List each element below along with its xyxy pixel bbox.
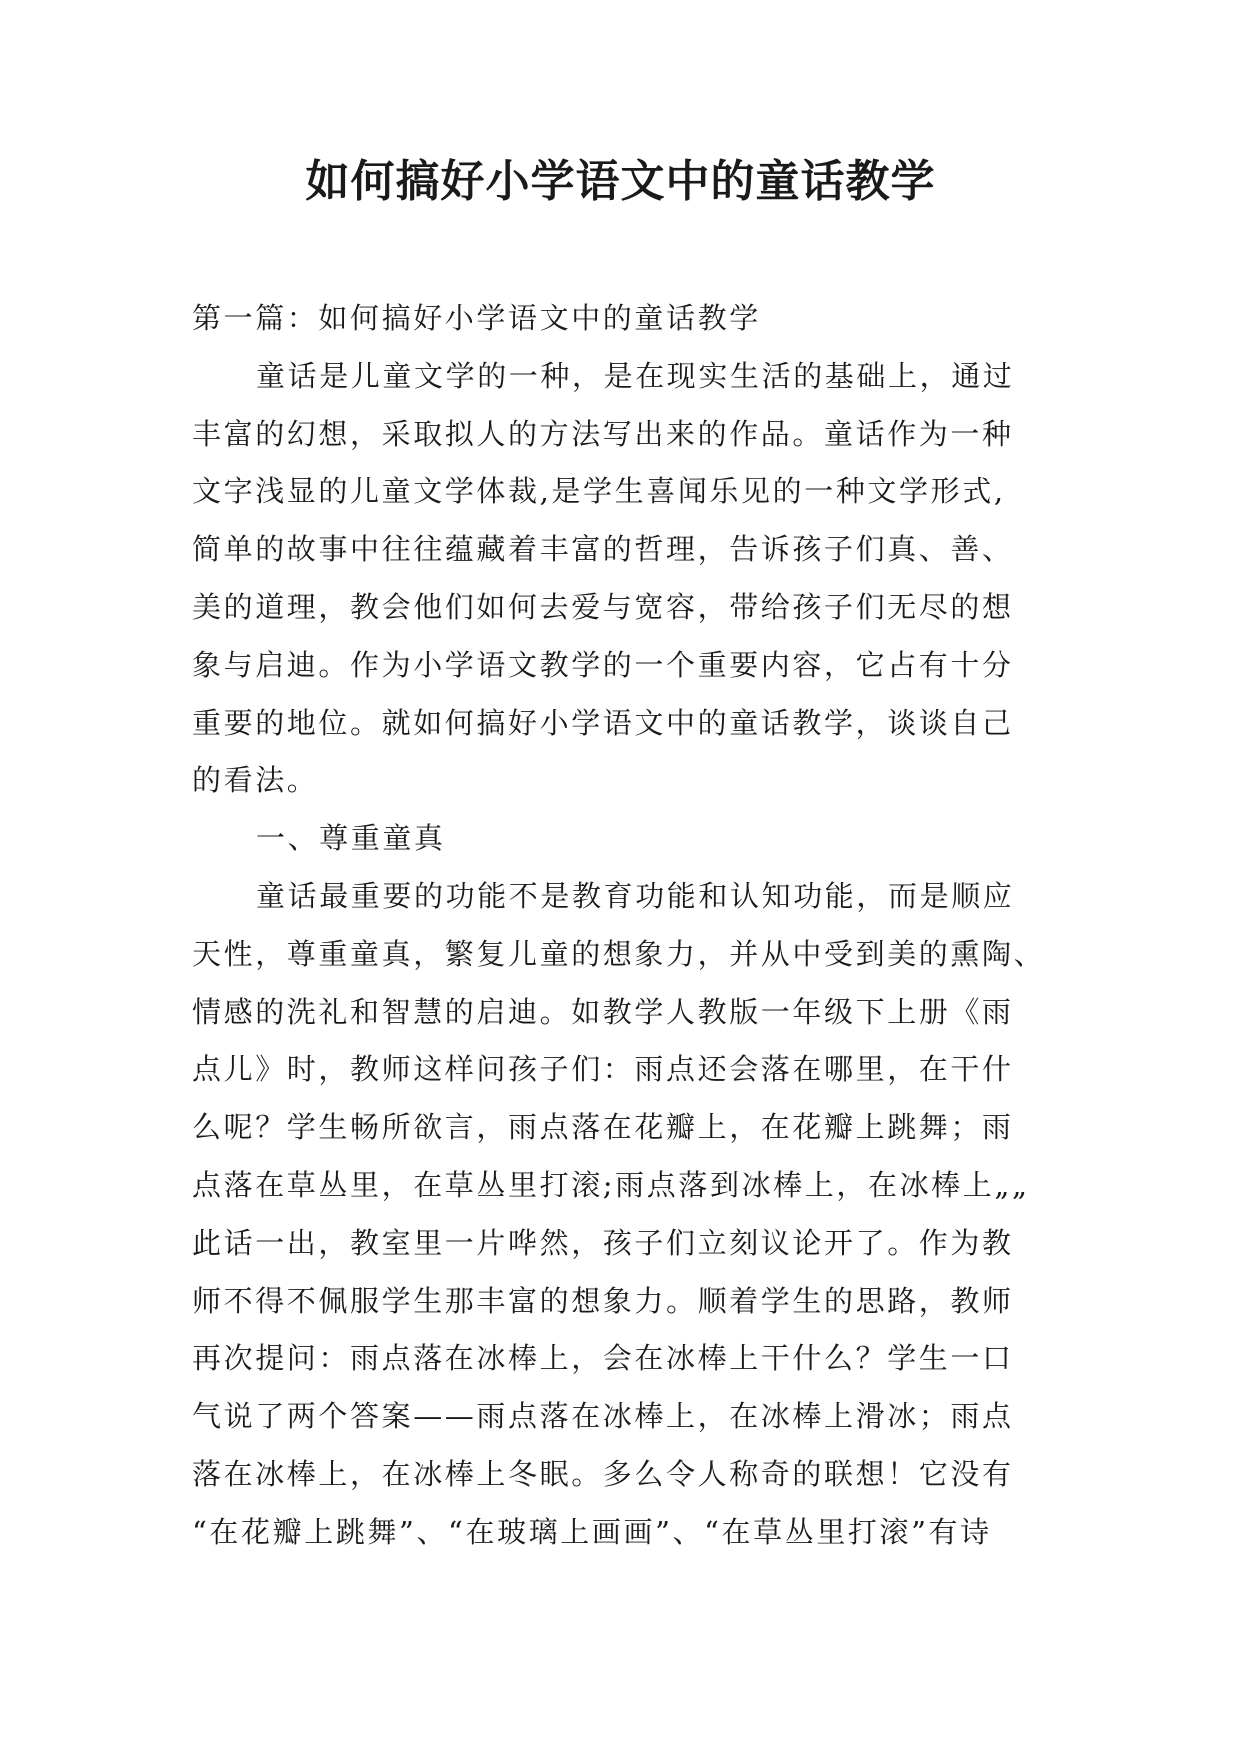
- document-title: 如何搞好小学语文中的童话教学: [305, 156, 936, 207]
- text-line: 重要的地位。就如何搞好小学语文中的童话教学，谈谈自己: [192, 705, 1014, 740]
- text-line: 的看法。: [192, 763, 319, 798]
- text-line: 丰富的幻想，采取拟人的方法写出来的作品。童话作为一种: [192, 416, 1014, 451]
- text-line: 落在冰棒上，在冰棒上冬眠。多么令人称奇的联想！它没有: [192, 1456, 1014, 1491]
- text-line: 点儿》时，教师这样问孩子们：雨点还会落在哪里，在干什: [192, 1052, 1014, 1087]
- text-line: 么呢？学生畅所欲言，雨点落在花瓣上，在花瓣上跳舞；雨: [192, 1110, 1014, 1145]
- text-line: 气说了两个答案——雨点落在冰棒上，在冰棒上滑冰；雨点: [192, 1399, 1014, 1434]
- text-line: 文字浅显的儿童文学体裁,是学生喜闻乐见的一种文学形式,: [192, 474, 1006, 509]
- text-line: 此话一出，教室里一片哗然，孩子们立刻议论开了。作为教: [192, 1225, 1014, 1260]
- text-line: 情感的洗礼和智慧的启迪。如教学人教版一年级下上册《雨: [192, 994, 1014, 1029]
- text-line: 童话最重要的功能不是教育功能和认知功能，而是顺应: [256, 878, 1015, 913]
- text-line: “在花瓣上跳舞”、“在玻璃上画画”、“在草丛里打滚”有诗: [192, 1514, 992, 1549]
- text-line: 再次提问：雨点落在冰棒上，会在冰棒上干什么？学生一口: [192, 1341, 1014, 1376]
- document-body: [192, 290, 1072, 1562]
- text-line: 童话是儿童文学的一种，是在现实生活的基础上，通过: [256, 358, 1015, 393]
- text-line: 美的道理，教会他们如何去爱与宽容，带给孩子们无尽的想: [192, 589, 1014, 624]
- text-line: 师不得不佩服学生那丰富的想象力。顺着学生的思路，教师: [192, 1283, 1014, 1318]
- text-line: 简单的故事中往往蕴藏着丰富的哲理，告诉孩子们真、善、: [192, 532, 1014, 567]
- text-line: 天性，尊重童真，繁复儿童的想象力，并从中受到美的熏陶、: [192, 936, 1046, 971]
- text-line: 象与启迪。作为小学语文教学的一个重要内容，它占有十分: [192, 647, 1014, 682]
- text-line: 点落在草丛里，在草丛里打滚;雨点落到冰棒上，在冰棒上„„: [192, 1167, 1030, 1202]
- text-line: 第一篇：如何搞好小学语文中的童话教学: [192, 301, 761, 335]
- text-line: 一、尊重童真: [256, 821, 446, 856]
